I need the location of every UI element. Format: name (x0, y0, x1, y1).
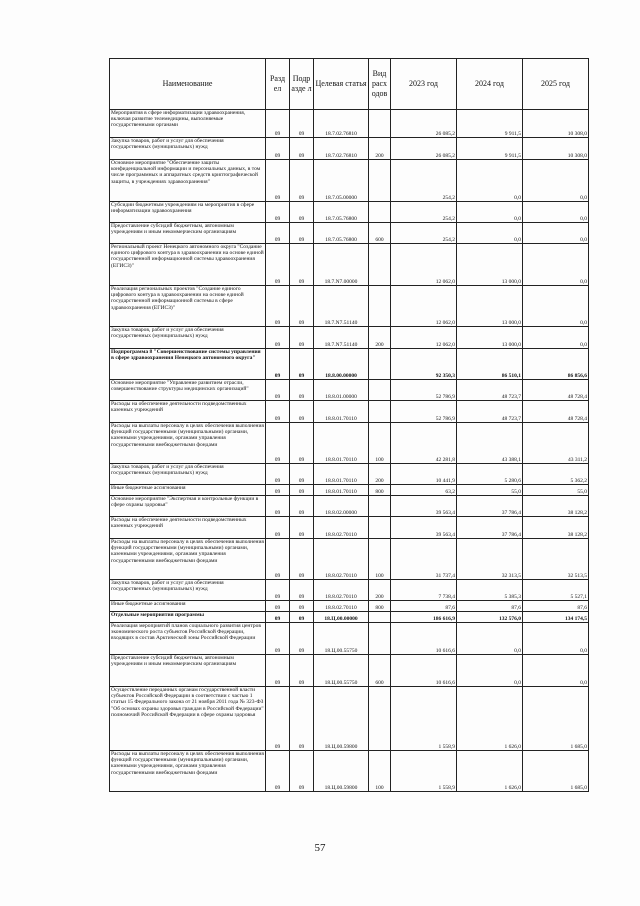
cell-2023: 39 563,4 (391, 496, 457, 517)
header-2023: 2023 год (391, 59, 457, 110)
cell-subsection: 09 (290, 244, 314, 286)
cell-name: Предоставление субсидий бюджетным, автономным учреждениям и иным некоммерческим организациям (110, 655, 266, 687)
cell-section: 09 (266, 401, 290, 423)
cell-subsection: 09 (290, 687, 314, 751)
cell-target-article: 18.Ц.00.00000 (314, 612, 369, 623)
cell-section: 09 (266, 580, 290, 601)
cell-name: Реализация мероприятий планов социального развития центров экономического роста субъектов Российской Федерации, входящих в состав Арктической зоны Российской Федерации (110, 623, 266, 655)
cell-2024: 0,0 (457, 655, 523, 687)
cell-name: Закупка товаров, работ и услуг для обеспечения государственных (муниципальных) нужд (110, 580, 266, 601)
table-row (110, 751, 589, 792)
cell-section: 09 (266, 687, 290, 751)
cell-expense-type: 800 (369, 601, 391, 612)
cell-expense-type (369, 380, 391, 401)
cell-2024: 43 388,1 (457, 423, 523, 464)
cell-target-article: 18.8.02.70110 (314, 539, 369, 580)
cell-section: 09 (266, 539, 290, 580)
cell-2024: 9 911,5 (457, 110, 523, 138)
cell-2023: 1 558,9 (391, 687, 457, 751)
cell-2023: 12 062,0 (391, 327, 457, 349)
cell-2023: 254,2 (391, 202, 457, 223)
cell-expense-type (369, 244, 391, 286)
cell-2024: 55,0 (457, 485, 523, 496)
cell-subsection: 09 (290, 539, 314, 580)
cell-2025: 134 174,5 (523, 612, 589, 623)
cell-2025: 43 311,2 (523, 423, 589, 464)
table-row (110, 138, 589, 160)
cell-2025: 48 728,4 (523, 401, 589, 423)
cell-2024: 13 000,0 (457, 244, 523, 286)
cell-expense-type: 600 (369, 223, 391, 244)
table-row (110, 349, 589, 380)
cell-2023: 87,6 (391, 601, 457, 612)
table-header-row (110, 59, 589, 110)
cell-section: 09 (266, 623, 290, 655)
cell-section: 09 (266, 380, 290, 401)
cell-target-article: 18.8.00.00000 (314, 349, 369, 380)
cell-2024: 0,0 (457, 623, 523, 655)
table-row (110, 485, 589, 496)
table-row (110, 244, 589, 286)
cell-2023: 52 786,9 (391, 380, 457, 401)
cell-target-article: 18.8.01.70110 (314, 485, 369, 496)
cell-2024: 9 911,5 (457, 138, 523, 160)
cell-2024: 87,6 (457, 601, 523, 612)
cell-subsection: 09 (290, 496, 314, 517)
cell-2025: 0,0 (523, 655, 589, 687)
cell-2025: 0,0 (523, 327, 589, 349)
header-section: Разд ел (266, 59, 290, 110)
cell-target-article: 18.7.05.00000 (314, 160, 369, 202)
cell-subsection: 09 (290, 349, 314, 380)
cell-section: 09 (266, 110, 290, 138)
cell-expense-type (369, 160, 391, 202)
cell-2023: 31 737,4 (391, 539, 457, 580)
cell-target-article: 18.8.01.70110 (314, 464, 369, 485)
cell-name: Основное мероприятие "Управление развитием отрасли, совершенствование структуры медицинских организаций" (110, 380, 266, 401)
cell-2024: 5 385,3 (457, 580, 523, 601)
table-row (110, 687, 589, 751)
cell-name: Иные бюджетные ассигнования (110, 601, 266, 612)
cell-subsection: 09 (290, 485, 314, 496)
table-row (110, 327, 589, 349)
cell-section: 09 (266, 138, 290, 160)
cell-expense-type (369, 286, 391, 327)
cell-target-article: 18.7.N7.51140 (314, 327, 369, 349)
cell-2025: 38 128,2 (523, 496, 589, 517)
cell-section: 09 (266, 349, 290, 380)
cell-name: Расходы на обеспечение деятельности подведомственных казенных учреждений (110, 517, 266, 539)
cell-subsection: 09 (290, 110, 314, 138)
cell-expense-type: 200 (369, 464, 391, 485)
cell-section: 09 (266, 202, 290, 223)
cell-2025: 0,0 (523, 223, 589, 244)
cell-2023: 52 786,9 (391, 401, 457, 423)
cell-name: Осуществление переданных органам государственной власти субъектов Российской Федерации в соответствии с частью 1 статьи 15 Федерального закона от 21 ноября 2011 года № 323-ФЗ "Об основах охраны здоровья граждан в Российской Федерации" полномочий Российской Федерации в сфере охраны здоровья (110, 687, 266, 751)
cell-section: 09 (266, 496, 290, 517)
cell-subsection: 09 (290, 138, 314, 160)
header-2025: 2025 год (523, 59, 589, 110)
cell-name: Отдельные мероприятия программы (110, 612, 266, 623)
cell-expense-type: 200 (369, 327, 391, 349)
cell-expense-type (369, 687, 391, 751)
cell-target-article: 18.7.02.76810 (314, 110, 369, 138)
cell-2023: 26 085,2 (391, 110, 457, 138)
cell-2024: 0,0 (457, 223, 523, 244)
header-target-article: Целевая статья (314, 59, 369, 110)
cell-name: Закупка товаров, работ и услуг для обеспечения государственных (муниципальных) нужд (110, 327, 266, 349)
cell-subsection: 09 (290, 517, 314, 539)
table-row (110, 202, 589, 223)
cell-subsection: 09 (290, 751, 314, 792)
table-row (110, 580, 589, 601)
cell-subsection: 09 (290, 202, 314, 223)
cell-section: 09 (266, 751, 290, 792)
header-expense-type: Вид расх одов (369, 59, 391, 110)
cell-section: 09 (266, 485, 290, 496)
cell-subsection: 09 (290, 223, 314, 244)
cell-2023: 254,2 (391, 160, 457, 202)
cell-2025: 5 527,1 (523, 580, 589, 601)
cell-section: 09 (266, 160, 290, 202)
cell-section: 09 (266, 655, 290, 687)
table-row (110, 464, 589, 485)
cell-2024: 86 510,1 (457, 349, 523, 380)
cell-2025: 1 685,0 (523, 751, 589, 792)
cell-2025: 0,0 (523, 244, 589, 286)
cell-subsection: 09 (290, 286, 314, 327)
cell-expense-type: 600 (369, 655, 391, 687)
cell-2025: 1 685,0 (523, 687, 589, 751)
cell-2025: 10 308,0 (523, 110, 589, 138)
cell-section: 09 (266, 423, 290, 464)
cell-expense-type (369, 623, 391, 655)
cell-name: Субсидии бюджетным учреждениям на мероприятия в сфере информатизации здравоохранения (110, 202, 266, 223)
cell-subsection: 09 (290, 580, 314, 601)
cell-expense-type (369, 401, 391, 423)
cell-2023: 39 563,4 (391, 517, 457, 539)
cell-2024: 37 786,4 (457, 496, 523, 517)
cell-2023: 7 738,4 (391, 580, 457, 601)
cell-2023: 186 616,9 (391, 612, 457, 623)
cell-target-article: 18.7.N7.00000 (314, 244, 369, 286)
cell-2024: 32 313,5 (457, 539, 523, 580)
cell-subsection: 09 (290, 380, 314, 401)
cell-target-article: 18.8.01.70110 (314, 401, 369, 423)
cell-expense-type: 100 (369, 423, 391, 464)
cell-target-article: 18.8.02.70110 (314, 517, 369, 539)
page-number: 57 (314, 842, 326, 854)
cell-2023: 1 558,9 (391, 751, 457, 792)
cell-target-article: 18.Ц.00.59800 (314, 751, 369, 792)
cell-2023: 42 281,8 (391, 423, 457, 464)
cell-expense-type: 200 (369, 138, 391, 160)
cell-subsection: 09 (290, 327, 314, 349)
cell-name: Подпрограмма 8 "Совершенствование системы управления в сфере здравоохранения Ненецкого автономного округа" (110, 349, 266, 380)
cell-2023: 10 616,6 (391, 623, 457, 655)
table-row (110, 223, 589, 244)
cell-target-article: 18.Ц.00.55750 (314, 655, 369, 687)
cell-target-article: 18.8.01.00000 (314, 380, 369, 401)
cell-2024: 48 723,7 (457, 401, 523, 423)
cell-2025: 48 728,4 (523, 380, 589, 401)
cell-2023: 12 062,0 (391, 286, 457, 327)
cell-section: 09 (266, 244, 290, 286)
cell-2025: 0,0 (523, 623, 589, 655)
cell-2025: 0,0 (523, 286, 589, 327)
table-row (110, 423, 589, 464)
cell-subsection: 09 (290, 464, 314, 485)
cell-target-article: 18.7.02.76810 (314, 138, 369, 160)
cell-2023: 10 616,6 (391, 655, 457, 687)
cell-expense-type (369, 202, 391, 223)
cell-name: Предоставление субсидий бюджетным, автономным учреждениям и иным некоммерческим организациям (110, 223, 266, 244)
cell-target-article: 18.8.02.70110 (314, 601, 369, 612)
cell-subsection: 09 (290, 423, 314, 464)
cell-target-article: 18.7.N7.51140 (314, 286, 369, 327)
cell-2024: 0,0 (457, 202, 523, 223)
cell-2023: 92 350,3 (391, 349, 457, 380)
cell-subsection: 09 (290, 401, 314, 423)
cell-target-article: 18.8.02.00000 (314, 496, 369, 517)
table-body (110, 110, 589, 792)
table-row (110, 380, 589, 401)
cell-section: 09 (266, 464, 290, 485)
cell-section: 09 (266, 286, 290, 327)
cell-subsection: 09 (290, 612, 314, 623)
cell-2024: 0,0 (457, 160, 523, 202)
cell-2025: 55,0 (523, 485, 589, 496)
cell-expense-type (369, 496, 391, 517)
cell-name: Закупка товаров, работ и услуг для обеспечения государственных (муниципальных) нужд (110, 138, 266, 160)
cell-target-article: 18.8.02.70110 (314, 580, 369, 601)
cell-2024: 1 626,0 (457, 687, 523, 751)
cell-expense-type: 200 (369, 580, 391, 601)
cell-target-article: 18.7.05.76800 (314, 223, 369, 244)
table-row (110, 539, 589, 580)
cell-2025: 0,0 (523, 160, 589, 202)
table-row (110, 286, 589, 327)
cell-name: Основное мероприятие "Обеспечение защиты конфиденциальной информации и персональных данных, в том числе программных и аппаратных средств криптографической защиты, в учреждениях здравоохранения" (110, 160, 266, 202)
cell-expense-type: 800 (369, 485, 391, 496)
cell-2023: 63,2 (391, 485, 457, 496)
header-subsection: Подр азде л (290, 59, 314, 110)
table-row (110, 110, 589, 138)
cell-expense-type: 100 (369, 751, 391, 792)
cell-target-article: 18.Ц.00.59800 (314, 687, 369, 751)
cell-expense-type: 100 (369, 539, 391, 580)
cell-expense-type (369, 110, 391, 138)
cell-2024: 48 723,7 (457, 380, 523, 401)
cell-section: 09 (266, 327, 290, 349)
cell-2024: 37 786,4 (457, 517, 523, 539)
table-row (110, 401, 589, 423)
cell-subsection: 09 (290, 601, 314, 612)
cell-2025: 87,6 (523, 601, 589, 612)
cell-2023: 10 441,9 (391, 464, 457, 485)
cell-2023: 26 085,2 (391, 138, 457, 160)
table-row (110, 623, 589, 655)
cell-target-article: 18.Ц.00.55750 (314, 623, 369, 655)
cell-name: Расходы на выплаты персоналу в целях обеспечения выполнения функций государственными (муниципальными) органами, казенными учреждениями, органами управления государственными внебюджетными фондами (110, 539, 266, 580)
cell-expense-type (369, 349, 391, 380)
cell-section: 09 (266, 612, 290, 623)
table-row (110, 601, 589, 612)
cell-2025: 5 362,2 (523, 464, 589, 485)
cell-2025: 0,0 (523, 202, 589, 223)
cell-expense-type (369, 612, 391, 623)
cell-2023: 12 062,0 (391, 244, 457, 286)
header-name: Наименование (110, 59, 266, 110)
table-row (110, 517, 589, 539)
table-row (110, 612, 589, 623)
cell-name: Расходы на выплаты персоналу в целях обеспечения выполнения функций государственными (муниципальными) органами, казенными учреждениями, органами управления государственными внебюджетными фондами (110, 751, 266, 792)
cell-name: Расходы на обеспечение деятельности подведомственных казенных учреждений (110, 401, 266, 423)
cell-name: Реализация региональных проектов "Создание единого цифрового контура в здравоохранении на основе единой государственной информационной системы в сфере здравоохранения (ЕГИСЗ)" (110, 286, 266, 327)
cell-name: Основное мероприятие "Экспертная и контрольные функции в сфере охраны здоровья" (110, 496, 266, 517)
cell-name: Расходы на выплаты персоналу в целях обеспечения выполнения функций государственными (муниципальными) органами, казенными учреждениями, органами управления государственными внебюджетными фондами (110, 423, 266, 464)
cell-target-article: 18.8.01.70110 (314, 423, 369, 464)
cell-expense-type (369, 517, 391, 539)
cell-section: 09 (266, 223, 290, 244)
cell-target-article: 18.7.05.76800 (314, 202, 369, 223)
cell-2024: 13 000,0 (457, 327, 523, 349)
cell-2024: 132 576,0 (457, 612, 523, 623)
cell-name: Закупка товаров, работ и услуг для обеспечения государственных (муниципальных) нужд (110, 464, 266, 485)
cell-2025: 10 308,0 (523, 138, 589, 160)
cell-subsection: 09 (290, 623, 314, 655)
cell-2025: 86 856,6 (523, 349, 589, 380)
budget-table (109, 58, 589, 792)
header-2024: 2024 год (457, 59, 523, 110)
cell-2024: 5 280,6 (457, 464, 523, 485)
cell-2024: 13 000,0 (457, 286, 523, 327)
cell-subsection: 09 (290, 160, 314, 202)
cell-2023: 254,2 (391, 223, 457, 244)
cell-name: Иные бюджетные ассигнования (110, 485, 266, 496)
cell-section: 09 (266, 517, 290, 539)
table-row (110, 655, 589, 687)
cell-section: 09 (266, 601, 290, 612)
cell-subsection: 09 (290, 655, 314, 687)
cell-name: Региональный проект Ненецкого автономного округа "Создание единого цифрового контура в здравоохранении на основе единой государственной информационной системы здравоохранения (ЕГИСЗ)" (110, 244, 266, 286)
cell-2025: 38 128,2 (523, 517, 589, 539)
table-row (110, 160, 589, 202)
cell-name: Мероприятия в сфере информатизации здравоохранения, включая развитие телемедицины, выполняемые государственными органами (110, 110, 266, 138)
table-row (110, 496, 589, 517)
cell-2025: 32 513,5 (523, 539, 589, 580)
cell-2024: 1 626,0 (457, 751, 523, 792)
